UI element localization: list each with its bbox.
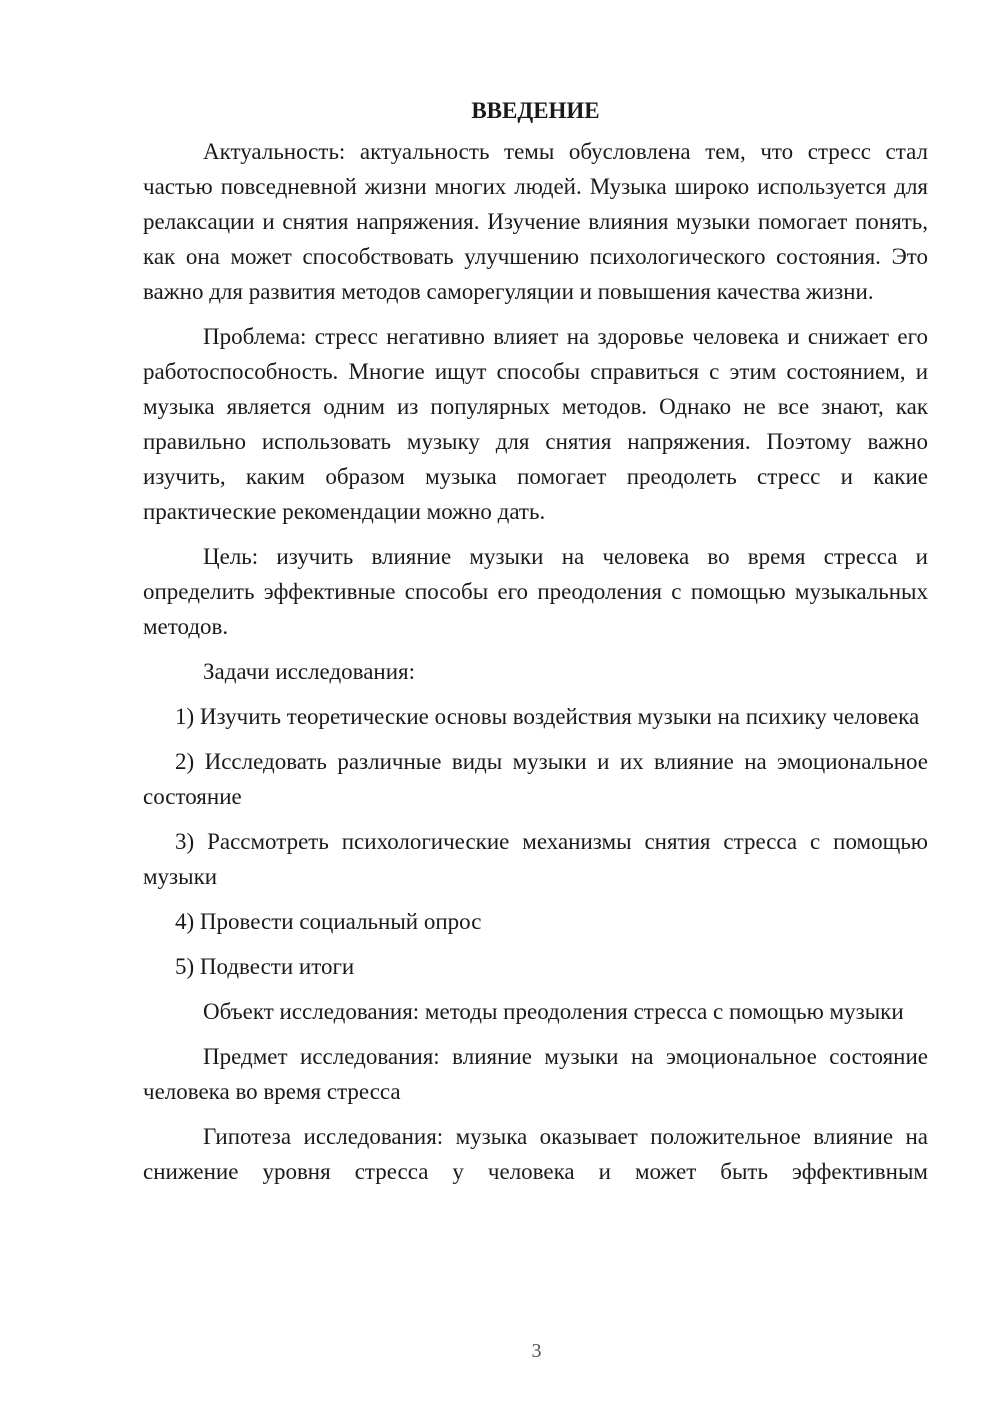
problem-paragraph: Проблема: стресс негативно влияет на здоровье человека и снижает его работоспособность. Многие ищут способы справиться с этим состоянием, и музыка является одним из популярных методов. Однако не все знают, как правильно использовать музыку для снятия напряжения. Поэтому важно изучить, каким образом музыка помогает преодолеть стресс и какие практические рекомендации можно дать. [143,324,928,524]
object-paragraph: Объект исследования: методы преодоления стресса с помощью музыки [203,999,904,1024]
relevance-paragraph: Актуальность: актуальность темы обусловлена тем, что стресс стал частью повседневной жизни многих людей. Музыка широко используется для релаксации и снятия напряжения. Изучение влияния музыки помогает понять, как она может способствовать улучшению психологического состояния. Это важно для развития методов саморегуляции и повышения качества жизни. [143,139,928,304]
task-item: 1) Изучить теоретические основы воздействия музыки на психику человека [175,704,920,729]
subject-paragraph: Предмет исследования: влияние музыки на эмоциональное состояние человека во время стресса [143,1044,928,1104]
task-item: 2) Исследовать различные виды музыки и их влияние на эмоциональное состояние [143,749,928,809]
tasks-heading: Задачи исследования: [203,659,416,684]
hypothesis-paragraph: Гипотеза исследования: музыка оказывает положительное влияние на снижение уровня стресса у человека и может быть эффективным [143,1124,928,1184]
task-item: 5) Подвести итоги [175,954,355,979]
section-title: ВВЕДЕНИЕ [471,98,600,123]
page-content [143,93,928,1199]
task-item: 4) Провести социальный опрос [175,909,482,934]
goal-paragraph: Цель: изучить влияние музыки на человека во время стресса и определить эффективные способы его преодоления с помощью музыкальных методов. [143,544,928,639]
page-number: 3 [531,1340,542,1362]
task-item: 3) Рассмотреть психологические механизмы снятия стресса с помощью музыки [143,829,928,889]
